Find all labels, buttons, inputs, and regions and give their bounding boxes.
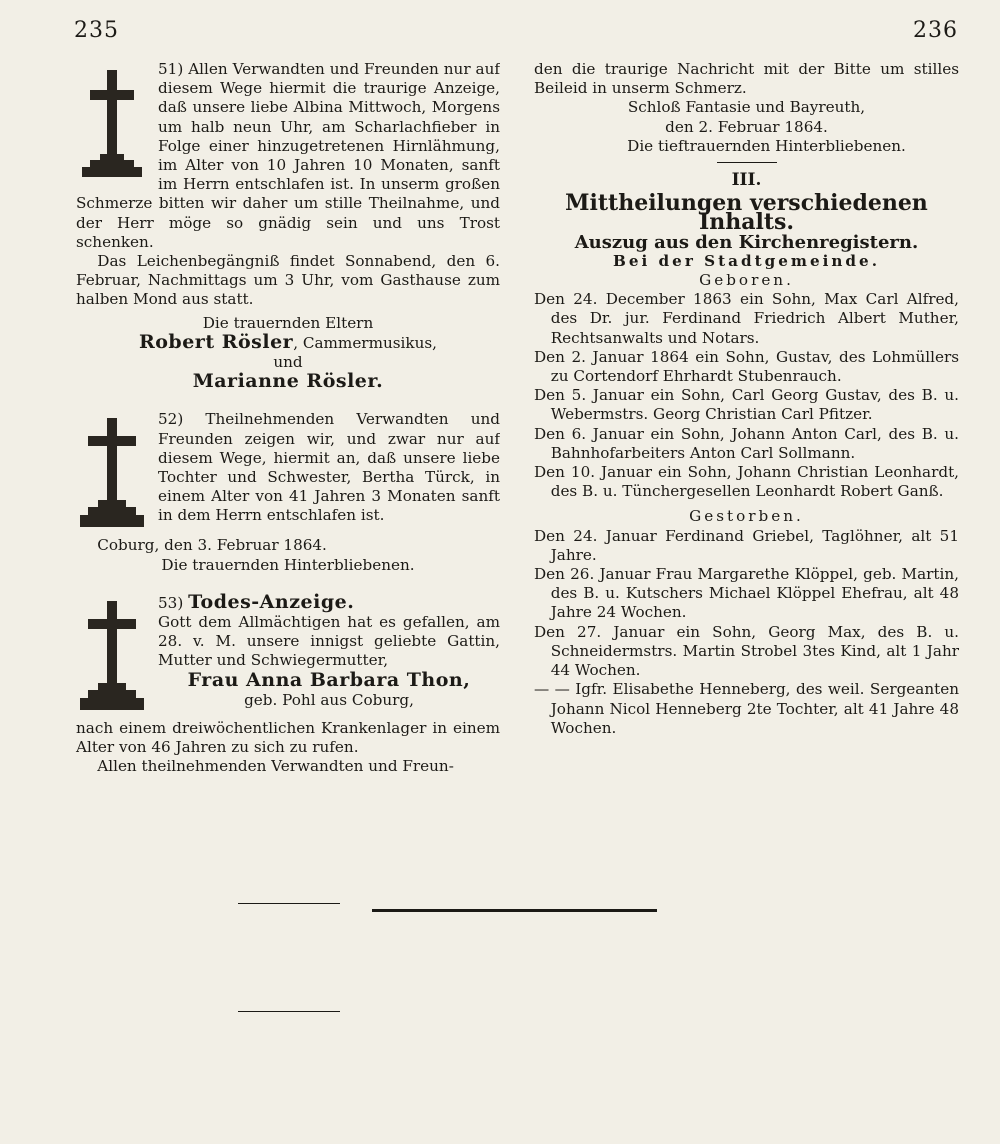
notice-53-continuation: den die traurige Nachricht mit der Bitte um stilles Beileid in unserm Schmerz. xyxy=(534,60,959,98)
divider-rule xyxy=(238,903,340,904)
divider-rule xyxy=(238,1011,340,1012)
died-heading: Gestorben. xyxy=(689,507,804,526)
notice-52 xyxy=(76,410,500,536)
notice-52-place-date: Coburg, den 3. Februar 1864. xyxy=(97,536,327,555)
born-list xyxy=(534,290,959,501)
notice-51-text: 51) Allen Verwandten und Freunden nur auf diesem Wege hiermit die traurige Anzeige, daß unsere liebe Albina Mittwoch, Morgens um halb neun Uhr, am Scharlachfieber in Folge einer hinzugetretenen Hirnlähmung, im Alter von 10 Jahren 10 Monaten, sanft im Herrn entschlafen ist. In unserm großen Schmerze bitten wir daher um stille Theilnahme, und der Herr möge so gnädig sein und uns Trost schenken. xyxy=(76,60,500,251)
notice-53-number: 53) xyxy=(158,593,184,612)
cross-icon xyxy=(76,414,148,532)
notice-51-and: und xyxy=(273,353,303,372)
notice-51-name-1: Robert Rösler xyxy=(138,330,294,353)
notice-52-signoff: Die trauernden Hinterbliebenen. xyxy=(161,555,415,574)
notice-53-text: Gott dem Allmächtigen hat es gefallen, am 28. v. M. unsere innigst geliebte Gattin, Mutter und Schwiegermutter, xyxy=(158,613,500,670)
notice-53-heading: Todes-Anzeige. xyxy=(188,592,355,613)
notice-53 xyxy=(76,593,500,719)
page-number-left: 235 xyxy=(74,18,119,43)
list-item: Den 24. Januar Ferdinand Griebel, Taglöhner, alt 51 Jahre. xyxy=(534,526,959,564)
page-number-right: 236 xyxy=(913,18,958,43)
born-heading: Geboren. xyxy=(699,271,794,290)
notice-53-signoff: Die tieftrauernden Hinterbliebenen. xyxy=(627,136,906,155)
section-subtitle: Auszug aus den Kirchenregistern. xyxy=(574,231,919,253)
list-item: Den 24. December 1863 ein Sohn, Max Carl Alfred, des Dr. jur. Ferdinand Friedrich Albert Muther, Rechtsanwalts und Notars. xyxy=(534,290,959,347)
list-item: Den 10. Januar ein Sohn, Johann Christian Leonhardt, des B. u. Tünchergesellen Leonhardt Robert Ganß. xyxy=(534,463,959,501)
notice-53-text-3: Allen theilnehmenden Verwandten und Freun- xyxy=(97,757,454,776)
left-column xyxy=(76,60,500,776)
notice-53-text-2: nach einem dreiwöchentlichen Krankenlager in einem Alter von 46 Jahren zu sich zu rufen. xyxy=(76,718,500,757)
list-item: — — Igfr. Elisabethe Henneberg, des weil. Sergeanten Johann Nicol Henneberg 2te Tochter, alt 41 Jahre 48 Wochen. xyxy=(534,680,959,737)
section-title: Mittheilungen verschiedenen Inhalts. xyxy=(565,190,928,236)
died-list xyxy=(534,527,959,738)
right-column xyxy=(534,60,959,738)
section-divider xyxy=(717,162,777,163)
list-item: Den 6. Januar ein Sohn, Johann Anton Carl, des B. u. Bahnhofarbeiters Anton Carl Sollmann. xyxy=(534,424,959,462)
list-item: Den 26. Januar Frau Margarethe Klöppel, geb. Martin, des B. u. Kutschers Michael Klöppel Ehefrau, alt 48 Jahre 24 Wochen. xyxy=(534,565,959,622)
notice-51-signoff: Die trauernden Eltern xyxy=(202,313,374,332)
list-item: Den 5. Januar ein Sohn, Carl Georg Gustav, des B. u. Webermstrs. Georg Christian Carl Pfitzer. xyxy=(534,386,959,424)
notice-51-name-2: Marianne Rösler. xyxy=(192,370,384,393)
cross-icon xyxy=(76,597,148,715)
parish-heading: Bei der Stadtgemeinde. xyxy=(613,251,880,270)
notice-53-name: Frau Anna Barbara Thon, xyxy=(187,668,471,691)
list-item: Den 2. Januar 1864 ein Sohn, Gustav, des Lohmüllers zu Cortendorf Ehrhardt Stubenrauch. xyxy=(534,347,959,386)
notice-51-name-1-title: , Cammermusikus, xyxy=(293,333,438,352)
notice-51-funeral: Das Leichenbegängniß findet Sonnabend, den 6. Februar, Nachmittags um 3 Uhr, vom Gasthause zum halben Mond aus statt. xyxy=(76,252,500,309)
notice-51 xyxy=(76,60,500,252)
divider-rule-thick xyxy=(372,909,657,912)
notice-53-date: den 2. Februar 1864. xyxy=(665,117,828,136)
notice-52-text: 52) Theilnehmenden Verwandten und Freunden zeigen wir, und zwar nur auf diesem Wege, hiermit an, daß unsere liebe Tochter und Schwester, Bertha Türck, in einem Alter von 41 Jahren 3 Monaten sanft in dem Herrn entschlafen ist. xyxy=(158,410,500,525)
section-number: III. xyxy=(731,170,762,191)
list-item: Den 27. Januar ein Sohn, Georg Max, des B. u. Schneidermstrs. Martin Strobel 3tes Kind, alt 1 Jahr 44 Wochen. xyxy=(534,622,959,680)
notice-53-birth: geb. Pohl aus Coburg, xyxy=(244,690,414,709)
cross-icon xyxy=(76,64,148,182)
notice-53-place: Schloß Fantasie und Bayreuth, xyxy=(627,98,866,117)
